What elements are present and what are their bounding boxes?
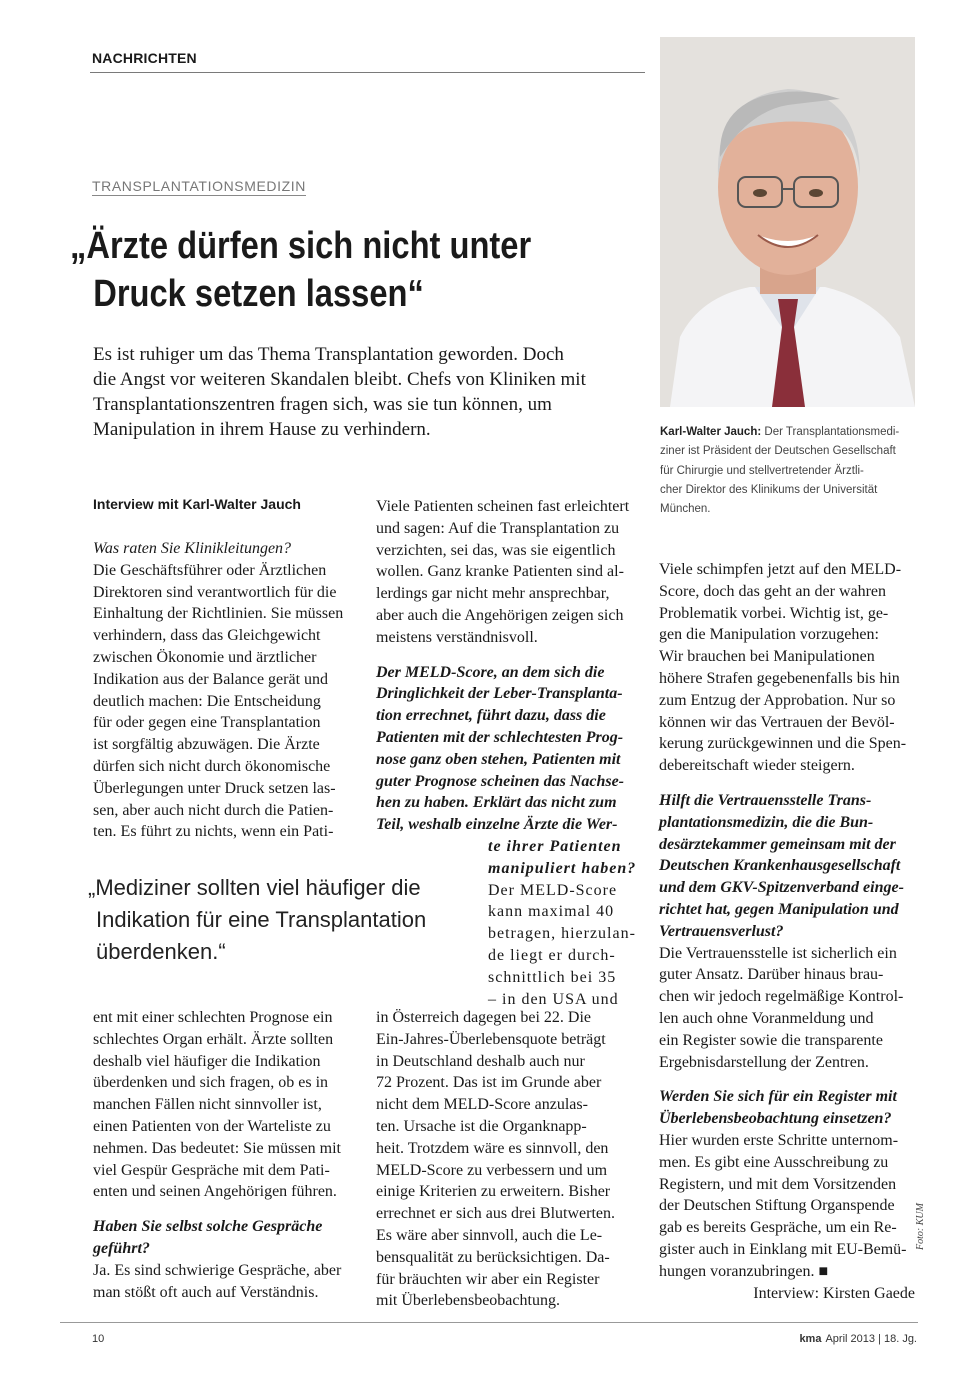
body-line: – in den USA und <box>488 990 619 1008</box>
question: Teil, weshalb einzelne Ärzte die Wer- <box>376 816 618 834</box>
body-line: nehmen. Das bedeutet: Sie müssen mit <box>93 1139 341 1157</box>
body-line: kann maximal 40 <box>488 903 615 921</box>
paragraph-gap <box>659 777 917 790</box>
body-line: guter Ansatz. Darüber hinaus brau- <box>659 966 884 984</box>
caption-line: für Chirurgie und stellvertretender Ärztli- <box>660 464 864 477</box>
portrait-photo-icon <box>660 37 915 407</box>
body-line: manchen Fällen nicht sinnvoller ist, <box>93 1096 322 1114</box>
body-line: in Deutschland deshalb auch nur <box>376 1052 585 1070</box>
body-line: Viele schimpfen jetzt auf den MELD- <box>659 561 902 578</box>
kicker: TRANSPLANTATIONSMEDIZIN <box>92 178 306 194</box>
body-line: debereitschaft wieder steigern. <box>659 757 855 775</box>
headline-line: „Ärzte dürfen sich nicht unter <box>70 225 532 267</box>
body-line: überdenken und sich fragen, ob es in <box>93 1074 329 1092</box>
body-line: können wir das Vertrauen der Bevöl- <box>659 713 895 731</box>
section-divider <box>90 72 645 73</box>
body-line: in Österreich dagegen bei 22. Die <box>376 1009 592 1026</box>
body-line: Direktoren sind verantwortlich für die <box>93 583 337 601</box>
body-line: hungen voranzubringen. ■ <box>659 1262 829 1280</box>
body-line: für bräuchten wir aber ein Register <box>376 1270 600 1288</box>
question: Werden Sie sich für ein Register mit <box>659 1088 897 1106</box>
portrait-photo <box>660 37 915 407</box>
question: tion errechnet, führt dazu, dass die <box>376 707 606 725</box>
section-label: NACHRICHTEN <box>92 50 197 66</box>
headline <box>70 222 560 318</box>
question: desärztekammer gemeinsam mit der <box>659 835 896 853</box>
question: richtet hat, gegen Manipulation und <box>659 900 899 918</box>
lead-paragraph <box>93 342 638 442</box>
column-1-top <box>93 538 358 843</box>
question: Was raten Sie Klinikleitungen? <box>93 540 292 557</box>
body-line: dürfen sich nicht durch ökonomische <box>93 757 331 775</box>
body-line: enten und seinen Angehörigen führen. <box>93 1183 337 1201</box>
question: plantationsmedizin, die die Bun- <box>659 813 874 831</box>
body-line: Es wäre aber sinnvoll, auch die Le- <box>376 1226 603 1244</box>
question: te ihrer Patienten <box>488 838 622 855</box>
body-line: Indikation aus der Balance gerät und <box>93 670 329 688</box>
body-line: wollen. Ganz kranke Patienten sind al- <box>376 563 624 581</box>
body-line: der Deutschen Stiftung Organspende <box>659 1197 895 1215</box>
body-line: deshalb viel häufiger die Indikation <box>93 1052 321 1070</box>
caption-line: München. <box>660 503 711 516</box>
body-line: Score, doch das geht an der wahren <box>659 582 887 600</box>
body-line: schlechtes Organ erhält. Ärzte sollten <box>93 1030 334 1048</box>
question: hen zu haben. Erklärt das nicht zum <box>376 794 617 812</box>
pull-quote-line: überdenken.“ <box>96 939 226 964</box>
body-line: 72 Prozent. Das ist im Grunde aber <box>376 1074 602 1092</box>
body-line: mit Überlebensbeobachtung. <box>376 1292 560 1310</box>
caption-name: Karl-Walter Jauch: <box>660 426 762 438</box>
question: Dringlichkeit der Leber-Transplanta- <box>376 685 623 703</box>
body-line: einen Patienten von der Warteliste zu <box>93 1117 331 1135</box>
question: Deutschen Krankenhausgesellschaft <box>659 857 901 875</box>
body-line: kerung zurückgewinnen und die Spen- <box>659 735 907 753</box>
caption-line: ziner ist Präsident der Deutschen Gesellschaft <box>660 445 896 458</box>
body-line: Ein-Jahres-Überlebensquote beträgt <box>376 1030 606 1048</box>
pull-quote <box>88 872 468 968</box>
lead-line: Manipulation in ihrem Hause zu verhindern. <box>93 419 431 440</box>
body-line: lerdings gar nicht mehr ansprechbar, <box>376 585 610 603</box>
question: Überlebensbeobachtung einsetzen? <box>659 1110 892 1128</box>
body-line: chen wir jedoch regelmäßige Kontrol- <box>659 988 904 1006</box>
caption-line: cher Direktor des Klinikums der Universität <box>660 483 878 496</box>
column-3 <box>659 559 917 1304</box>
body-line: Viele Patienten scheinen fast erleichtert <box>376 498 630 515</box>
body-line: Registern, und mit dem Vorsitzenden <box>659 1175 897 1193</box>
body-line: de liegt er durch- <box>488 946 616 964</box>
body-line: man stößt oft auch auf Verständnis. <box>93 1283 319 1301</box>
question: Haben Sie selbst solche Gespräche <box>93 1218 323 1236</box>
question: manipuliert haben? <box>488 859 637 877</box>
body-line: Überlegungen unter Druck setzen las- <box>93 779 336 797</box>
body-line: gab es bereits Gespräche, um ein Re- <box>659 1219 897 1237</box>
lead-line: die Angst vor weiteren Skandalen bleibt. Chefs von Kliniken mit <box>93 369 586 390</box>
body-line: Einhaltung der Richtlinien. Sie müssen <box>93 605 344 623</box>
question: Vertrauensverlust? <box>659 922 784 940</box>
body-line: len auch ohne Voranmeldung und <box>659 1009 874 1027</box>
page-number: 10 <box>92 1333 105 1345</box>
caption-line <box>660 423 920 442</box>
footer-divider <box>60 1322 918 1323</box>
body-line: gister auch in Einklang mit EU-Bemü- <box>659 1240 907 1258</box>
body-line: ist sorgfältig abzuwägen. Die Ärzte <box>93 736 320 754</box>
paragraph-gap <box>93 1203 358 1216</box>
body-line: Die Vertrauensstelle ist sicherlich ein <box>659 944 897 962</box>
paragraph-gap <box>376 649 638 662</box>
question: Hilft die Vertrauensstelle Trans- <box>659 791 872 809</box>
body-line: nicht dem MELD-Score anzulas- <box>376 1096 588 1114</box>
body-line: Hier wurden erste Schritte unternom- <box>659 1131 899 1149</box>
issue-label: April 2013 | 18. Jg. <box>825 1333 917 1345</box>
question: geführt? <box>93 1239 150 1257</box>
pull-quote-line: „Mediziner sollten viel häufiger die <box>88 875 421 900</box>
body-line: ten. Ursache ist die Organknapp- <box>376 1117 587 1135</box>
column-1-bottom <box>93 1007 358 1303</box>
body-line: Ja. Es sind schwierige Gespräche, aber <box>93 1261 342 1279</box>
question: nose ganz oben stehen, Patienten mit <box>376 750 621 768</box>
body-line: schnittlich bei 35 <box>488 968 617 986</box>
headline-line: Druck setzen lassen“ <box>93 273 424 315</box>
body-line: für oder gegen eine Transplantation <box>93 714 321 732</box>
footer-issue <box>799 1333 917 1345</box>
body-line: einige Kriterien zu erweitern. Bisher <box>376 1183 611 1201</box>
body-line: betragen, hierzulan- <box>488 925 636 943</box>
body-line: ein Register sowie die transparente <box>659 1031 883 1049</box>
body-line: höhere Strafen gegebenenfalls bis hin <box>659 669 900 687</box>
body-line: errechnet er sich aus drei Blutwerten. <box>376 1205 616 1223</box>
column-2-bottom <box>376 1007 638 1312</box>
question: und dem GKV-Spitzenverband einge- <box>659 879 904 897</box>
body-line: zwischen Ökonomie und ärztlicher <box>93 648 317 666</box>
body-line: heit. Trotzdem wäre es sinnvoll, den <box>376 1139 609 1157</box>
body-line: sen, aber auch nicht durch die Patien- <box>93 801 334 819</box>
brand-logo: kma <box>799 1333 822 1345</box>
column-2-narrow <box>488 836 638 1010</box>
body-line: Ergebnisdarstellung der Zentren. <box>659 1053 869 1071</box>
question: Der MELD-Score, an dem sich die <box>376 663 605 681</box>
photo-caption <box>660 423 920 519</box>
body-line: men. Es gibt eine Ausschreibung zu <box>659 1153 889 1171</box>
body-line: verzichten, sei das, was sie eigentlich <box>376 541 616 559</box>
body-line: Wir brauchen bei Manipulationen <box>659 648 875 666</box>
body-line: gen die Manipulation vorzugehen: <box>659 626 879 644</box>
body-line: bensqualität zu berücksichtigen. Da- <box>376 1248 610 1266</box>
body-line: ten. Es führt zu nichts, wenn ein Pati- <box>93 823 334 841</box>
question: guter Prognose scheinen das Nachse- <box>376 772 625 790</box>
body-line: zum Entzug der Approbation. Nur so <box>659 691 896 709</box>
body-line: Der MELD-Score <box>488 881 618 899</box>
body-line: viel Gespür Gespräche mit dem Pati- <box>93 1161 330 1179</box>
lead-line: Transplantationszentren fragen sich, was sie tun können, um <box>93 394 552 415</box>
question: Patienten mit der schlechtesten Prog- <box>376 728 624 746</box>
caption-text: Der Transplantationsmedi- <box>764 426 900 438</box>
body-line: aber auch die Angehörigen zeigen sich <box>376 606 624 624</box>
body-line: ent mit einer schlechten Prognose ein <box>93 1009 333 1026</box>
body-line: meistens verständnisvoll. <box>376 628 538 646</box>
body-line: und sagen: Auf die Transplantation zu <box>376 519 620 537</box>
photo-credit: Foto: KUM <box>915 1203 926 1250</box>
column-2-top <box>376 496 638 836</box>
interview-label: Interview mit Karl-Walter Jauch <box>93 496 301 512</box>
body-line: MELD-Score zu verbessern und um <box>376 1161 608 1179</box>
interview-byline: Interview: Kirsten Gaede <box>753 1284 915 1302</box>
lead-line: Es ist ruhiger um das Thema Transplantation geworden. Doch <box>93 344 564 365</box>
body-line: Problematik vorbei. Wichtig ist, ge- <box>659 604 889 622</box>
pull-quote-line: Indikation für eine Transplantation <box>96 907 427 932</box>
body-line: deutlich machen: Die Entscheidung <box>93 692 321 710</box>
paragraph-gap <box>659 1073 917 1086</box>
body-line: verhindern, dass das Gleichgewicht <box>93 627 321 645</box>
body-line: Die Geschäftsführer oder Ärztlichen <box>93 561 327 579</box>
